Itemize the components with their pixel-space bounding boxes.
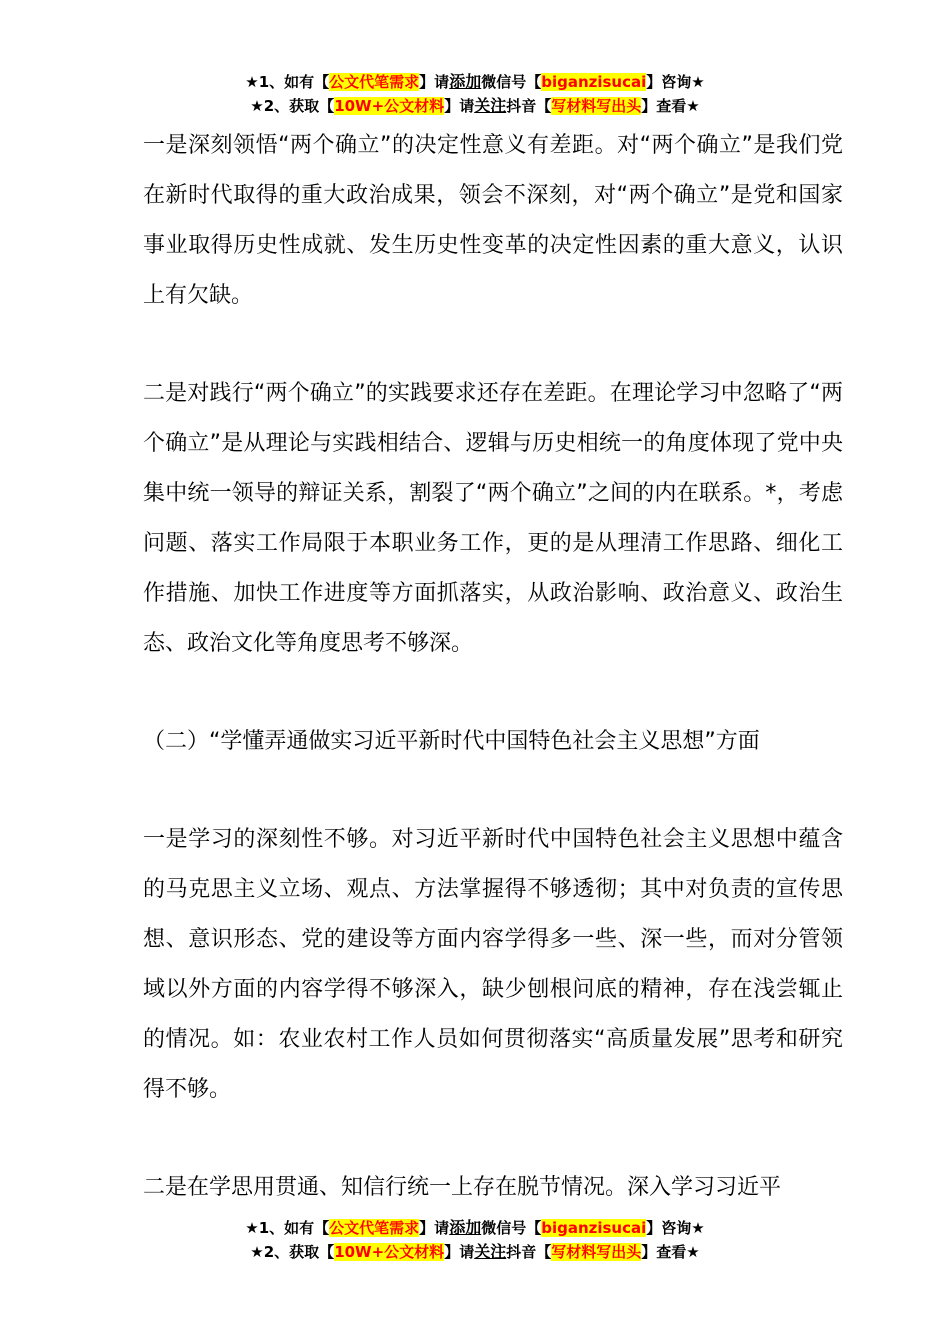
document-body [143,121,843,1213]
banner-line-2 [0,94,950,118]
bottom-banner [0,1216,950,1264]
banner-line-2 [0,1240,950,1264]
banner-text: 】请 [444,1243,475,1261]
top-banner [0,70,950,118]
banner-text: 】请 [444,97,475,115]
banner-text: ★1、如有【 [245,73,330,91]
banner-text: 】查看★ [641,97,700,115]
banner-text: 】咨询★ [646,73,705,91]
banner-text: 抖音【 [506,97,552,115]
banner-text: ★2、获取【 [250,1243,335,1261]
highlight-service: 公文代笔需求 [329,1219,420,1237]
banner-emphasis: 添加 [449,72,482,91]
highlight-materials: 10W+公文材料 [334,97,445,115]
banner-text: ★1、如有【 [245,1219,330,1237]
banner-text: 微信号【 [481,1219,542,1237]
highlight-wechat-id: biganzisucai [541,73,647,91]
banner-text: 微信号【 [481,73,542,91]
highlight-service: 公文代笔需求 [329,73,420,91]
banner-line-1 [0,70,950,94]
highlight-wechat-id: biganzisucai [541,1219,647,1237]
highlight-douyin-id: 写材料写出头 [551,1243,642,1261]
section-heading: （二）“学懂弄通做实习近平新时代中国特色社会主义思想”方面 [143,729,760,754]
banner-text: 抖音【 [506,1243,552,1261]
banner-text: 】请 [419,1219,450,1237]
banner-text: ★2、获取【 [250,97,335,115]
banner-text: 】查看★ [641,1243,700,1261]
paragraph-3: 一是学习的深刻性不够。对习近平新时代中国特色社会主义思想中蕴含的马克思主义立场、观点、方法掌握得不够透彻；其中对负责的宣传思想、意识形态、党的建设等方面内容学得多一些、深一些，而对分管领域以外方面的内容学得不够深入，缺少刨根问底的精神，存在浅尝辄止的情况。如：农业农村工作人员如何贯彻落实“高质量发展”思考和研究得不够。 [143,827,843,1102]
highlight-douyin-id: 写材料写出头 [551,97,642,115]
highlight-materials: 10W+公文材料 [334,1243,445,1261]
banner-emphasis: 关注 [474,1242,507,1261]
banner-emphasis: 关注 [474,96,507,115]
paragraph-1: 一是深刻领悟“两个确立”的决定性意义有差距。对“两个确立”是我们党在新时代取得的重大政治成果，领会不深刻，对“两个确立”是党和国家事业取得历史性成就、发生历史性变革的决定性因素的重大意义，认识上有欠缺。 [143,133,843,308]
banner-text: 】请 [419,73,450,91]
banner-line-1 [0,1216,950,1240]
banner-text: 】咨询★ [646,1219,705,1237]
paragraph-4: 二是在学思用贯通、知信行统一上存在脱节情况。深入学习习近平 [143,1175,782,1200]
banner-emphasis: 添加 [449,1218,482,1237]
paragraph-2: 二是对践行“两个确立”的实践要求还存在差距。在理论学习中忽略了“两个确立”是从理论与实践相结合、逻辑与历史相统一的角度体现了党中央集中统一领导的辩证关系，割裂了“两个确立”之间的内在联系。*，考虑问题、落实工作局限于本职业务工作，更的是从理清工作思路、细化工作措施、加快工作进度等方面抓落实，从政治影响、政治意义、政治生态、政治文化等角度思考不够深。 [143,381,843,656]
